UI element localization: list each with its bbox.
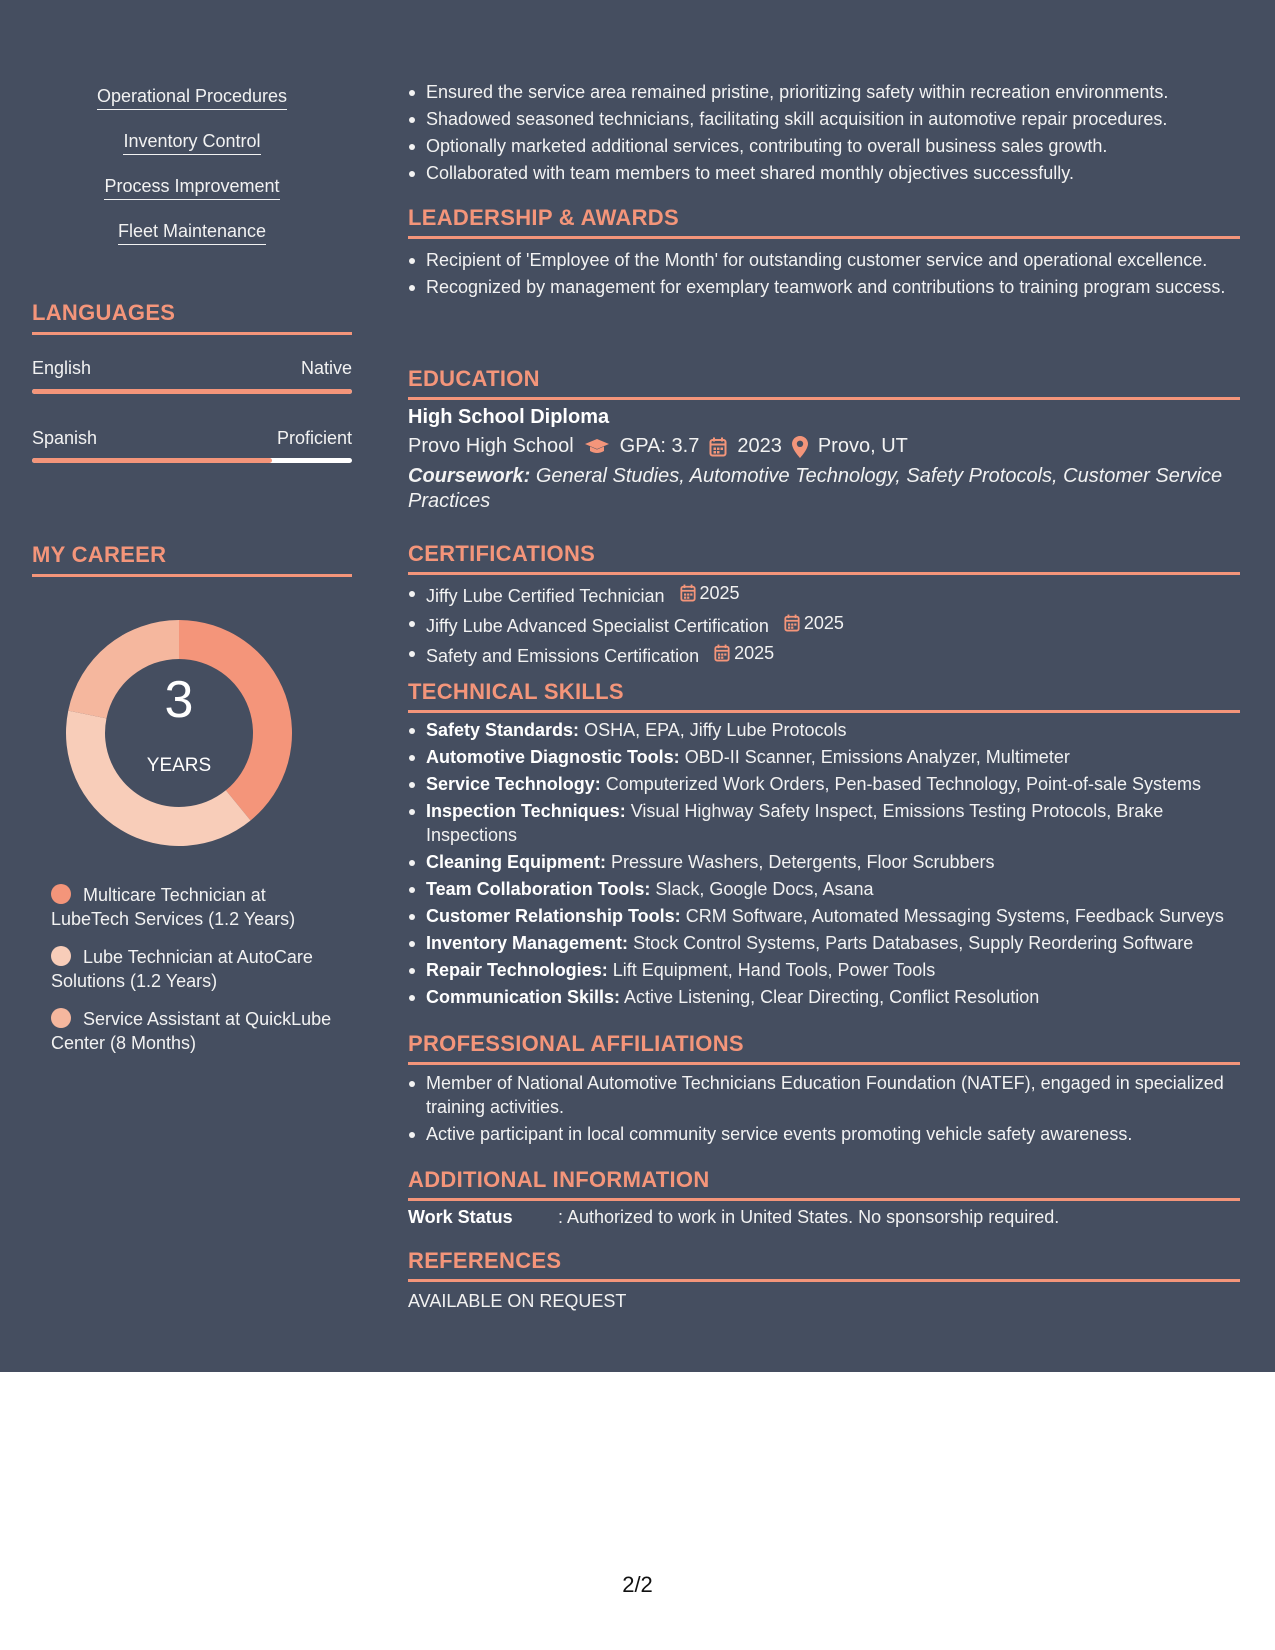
calendar-icon — [680, 584, 696, 602]
skill-values: Visual Highway Safety Inspect, Emissions Testing Protocols, Brake Inspections — [426, 801, 1164, 845]
list-item: Shadowed seasoned technicians, facilitating skill acquisition in automotive repair procedures. — [408, 107, 1240, 131]
list-item: Active participant in local community service events promoting vehicle safety awareness. — [408, 1122, 1240, 1146]
language-bar — [32, 389, 352, 394]
list-item: Member of National Automotive Technicians Education Foundation (NATEF), engaged in specialized training activities. — [408, 1071, 1240, 1119]
list-item — [408, 799, 1240, 847]
language-bar-fill — [32, 458, 272, 463]
coursework-label: Coursework: — [408, 465, 531, 487]
skill-values: Pressure Washers, Detergents, Floor Scrubbers — [611, 852, 995, 872]
experience-bullets — [408, 80, 1240, 188]
certification-name: Safety and Emissions Certification — [426, 646, 700, 666]
career-donut-chart — [66, 620, 292, 846]
skill-tag-list — [32, 86, 352, 266]
language-row — [32, 428, 352, 449]
list-item — [408, 931, 1240, 955]
skill-category: Cleaning Equipment: — [426, 852, 606, 872]
list-item: Recognized by management for exemplary teamwork and contributions to training program success. — [408, 275, 1240, 299]
coursework-list: General Studies, Automotive Technology, Safety Protocols, Customer Service Practices — [408, 465, 1223, 512]
skill-values: Computerized Work Orders, Pen-based Technology, Point-of-sale Systems — [605, 774, 1201, 794]
coursework — [408, 464, 1240, 514]
skill-values: Active Listening, Clear Directing, Conflict Resolution — [624, 987, 1040, 1007]
skill-values: CRM Software, Automated Messaging Systems, Feedback Surveys — [685, 906, 1224, 926]
certifications-list — [408, 581, 1240, 671]
language-bar-fill — [32, 389, 352, 394]
skill-category: Repair Technologies: — [426, 960, 608, 980]
certification-item — [408, 641, 1240, 668]
certification-item — [408, 611, 1240, 638]
list-item: Ensured the service area remained pristine, prioritizing safety within recreation environments. — [408, 80, 1240, 104]
additional-info-heading: ADDITIONAL INFORMATION — [408, 1167, 1240, 1201]
location-pin-icon — [792, 436, 808, 458]
legend-dot — [51, 946, 71, 966]
skill-tag: Operational Procedures — [97, 86, 287, 110]
career-legend-item — [51, 945, 341, 993]
calendar-icon — [714, 644, 730, 662]
graduation-year: 2023 — [737, 435, 782, 457]
certification-item — [408, 581, 1240, 608]
certification-year: 2025 — [699, 583, 740, 603]
list-item — [408, 772, 1240, 796]
language-level: Native — [300, 358, 352, 378]
graduation-cap-icon — [584, 438, 610, 456]
references-text: AVAILABLE ON REQUEST — [408, 1291, 627, 1311]
legend-label: Service Assistant at QuickLube Center (8 Months) — [51, 1009, 332, 1053]
skill-category: Inspection Techniques: — [426, 801, 626, 821]
skill-values: OBD-II Scanner, Emissions Analyzer, Multimeter — [684, 747, 1070, 767]
education-entry — [408, 406, 1240, 514]
affiliations-list — [408, 1071, 1240, 1149]
skill-category: Automotive Diagnostic Tools: — [426, 747, 680, 767]
skill-category: Safety Standards: — [426, 720, 580, 740]
list-item — [408, 958, 1240, 982]
career-total-unit: YEARS — [146, 755, 212, 776]
legend-dot — [51, 1008, 71, 1028]
language-name: English — [32, 358, 92, 378]
degree-title: High School Diploma — [408, 406, 610, 428]
leadership-list — [408, 248, 1240, 302]
skill-category: Communication Skills: — [426, 987, 621, 1007]
legend-label: Lube Technician at AutoCare Solutions (1.2 Years) — [51, 947, 313, 991]
certifications-heading: CERTIFICATIONS — [408, 541, 1240, 575]
legend-dot — [51, 884, 71, 904]
affiliations-heading: PROFESSIONAL AFFILIATIONS — [408, 1031, 1240, 1065]
languages-heading: LANGUAGES — [32, 300, 352, 335]
leadership-heading: LEADERSHIP & AWARDS — [408, 205, 1240, 239]
career-legend-item — [51, 1007, 341, 1055]
skill-tag: Process Improvement — [104, 176, 279, 200]
career-total-years: 3 — [164, 671, 194, 729]
certification-name: Jiffy Lube Certified Technician — [426, 586, 665, 606]
page-number: 2/2 — [622, 1572, 653, 1597]
references-heading: REFERENCES — [408, 1248, 1240, 1282]
language-name: Spanish — [32, 428, 98, 448]
technical-skills-list — [408, 718, 1240, 1012]
work-status-label: Work Status — [408, 1207, 513, 1227]
work-status-row — [408, 1207, 1240, 1228]
skill-category: Customer Relationship Tools: — [426, 906, 681, 926]
language-row — [32, 358, 352, 379]
list-item — [408, 985, 1240, 1009]
language-bar — [32, 458, 352, 463]
list-item: Collaborated with team members to meet shared monthly objectives successfully. — [408, 161, 1240, 185]
skill-values: Lift Equipment, Hand Tools, Power Tools — [612, 960, 936, 980]
school-location: Provo, UT — [817, 435, 908, 457]
skill-category: Inventory Management: — [426, 933, 629, 953]
skill-category: Team Collaboration Tools: — [426, 879, 651, 899]
career-legend-item — [51, 883, 341, 931]
language-level: Proficient — [276, 428, 352, 448]
legend-label: Multicare Technician at LubeTech Services (1.2 Years) — [51, 885, 296, 929]
certification-year: 2025 — [734, 643, 775, 663]
skill-tag: Inventory Control — [123, 131, 260, 155]
list-item — [408, 718, 1240, 742]
technical-skills-heading: TECHNICAL SKILLS — [408, 679, 1240, 713]
calendar-icon — [709, 437, 727, 457]
skill-tag: Fleet Maintenance — [118, 221, 266, 245]
career-heading: MY CAREER — [32, 542, 352, 577]
skill-values: Stock Control Systems, Parts Databases, Supply Reordering Software — [633, 933, 1194, 953]
certification-name: Jiffy Lube Advanced Specialist Certification — [426, 616, 769, 636]
donut-segment — [66, 711, 251, 846]
calendar-icon — [784, 614, 800, 632]
list-item: Recipient of 'Employee of the Month' for outstanding customer service and operational excellence. — [408, 248, 1240, 272]
school-name: Provo High School — [408, 435, 574, 457]
work-status-value: : Authorized to work in United States. No sponsorship required. — [558, 1207, 1060, 1227]
list-item — [408, 877, 1240, 901]
gpa: GPA: 3.7 — [619, 435, 700, 457]
skill-category: Service Technology: — [426, 774, 601, 794]
list-item — [408, 745, 1240, 769]
list-item: Optionally marketed additional services, contributing to overall business sales growth. — [408, 134, 1240, 158]
certification-year: 2025 — [803, 613, 844, 633]
list-item — [408, 850, 1240, 874]
list-item — [408, 904, 1240, 928]
skill-values: Slack, Google Docs, Asana — [655, 879, 874, 899]
skill-values: OSHA, EPA, Jiffy Lube Protocols — [584, 720, 847, 740]
education-details — [408, 435, 1240, 458]
education-heading: EDUCATION — [408, 366, 1240, 400]
